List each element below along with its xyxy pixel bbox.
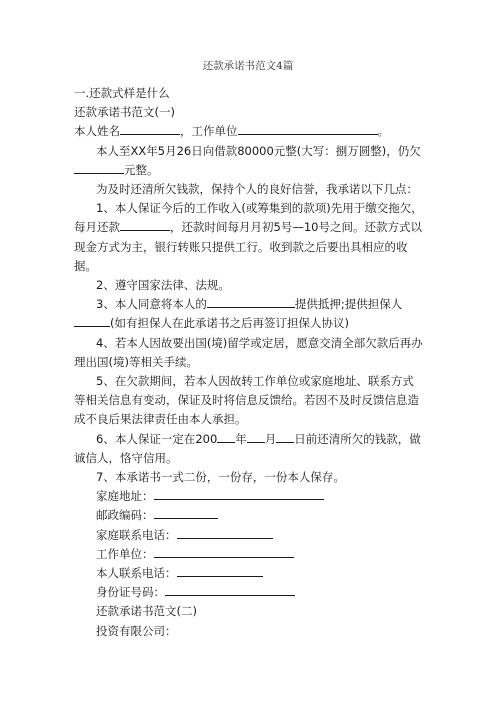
day-blank [276, 430, 294, 443]
clause-7: 7、本承诺书一式二份，一份存，一份本人保存。 [96, 470, 345, 485]
loan-paragraph: 本人至XX年5月26日向借款80000元整(大写：捌万圆整)，仍欠元整。 [74, 142, 424, 180]
home-phone-blank [177, 526, 273, 539]
section-heading: 一.还款式样是什么 [74, 86, 170, 100]
field-home-address: 家庭地址： [74, 487, 424, 506]
clause-5: 5、在欠款期间，若本人因故转工作单位或家庭地址、联系方式等相关信息有变动，保证及时将信息反馈给。若因不及时反馈信息造成不良后果法律责任由本人承担。 [74, 374, 419, 427]
employer-field-blank [154, 545, 294, 558]
clause-4: 4、若本人因故要出国(境)留学或定居，愿意交清全部欠款后再办理出国(境)等相关手续。 [74, 335, 423, 369]
guarantor-blank [74, 314, 110, 327]
subsection-heading: 还款承诺书范文(一) [74, 105, 175, 120]
year-blank [217, 430, 235, 443]
personal-phone-blank [177, 564, 263, 577]
home-address-blank [154, 487, 324, 500]
name-line: 本人姓名 ，工作单位 。 [74, 124, 389, 139]
field-personal-phone: 本人联系电话： [74, 564, 424, 583]
postcode-blank [154, 506, 218, 519]
owed-blank [74, 161, 124, 174]
clause-1: 1、本人保证今后的工作收入(或筹集到的款项)先用于缴交拖欠，每月还款 ，还款时间每月月初5号—10号之间。还款方式以现金方式为主，银行转账只提供工行。收到款之后要出具相应的收据。 [74, 201, 423, 273]
month-blank [247, 430, 265, 443]
field-employer: 工作单位： [74, 545, 424, 564]
addressee: 投资有限公司： [96, 623, 177, 638]
clause-3: 3、本人同意将本人的 提供抵押;提供担保人(如有担保人在此承诺书之后再签订担保人协议) [74, 295, 424, 333]
monthly-blank [120, 218, 170, 231]
clause-6: 6、本人保证一定在200 年 月 日前还清所欠的钱款，做诚信人，恪守信用。 [74, 431, 421, 465]
id-number-blank [165, 583, 295, 596]
subsection-heading-2: 还款承诺书范文(二) [96, 604, 197, 619]
name-blank [120, 122, 180, 135]
document-title: 还款承诺书范文4篇 [202, 60, 294, 72]
collateral-blank [207, 295, 295, 308]
field-home-phone: 家庭联系电话： [74, 526, 424, 545]
employer-blank [238, 122, 378, 135]
clause-2: 2、遵守国家法律、法规。 [96, 278, 230, 293]
promise-intro: 为及时还清所欠钱款，保持个人的良好信誉，我承诺以下几点： [96, 182, 418, 197]
field-postcode: 邮政编码： [74, 506, 424, 525]
document-body [74, 84, 424, 641]
field-id-number: 身份证号码： [74, 583, 424, 602]
